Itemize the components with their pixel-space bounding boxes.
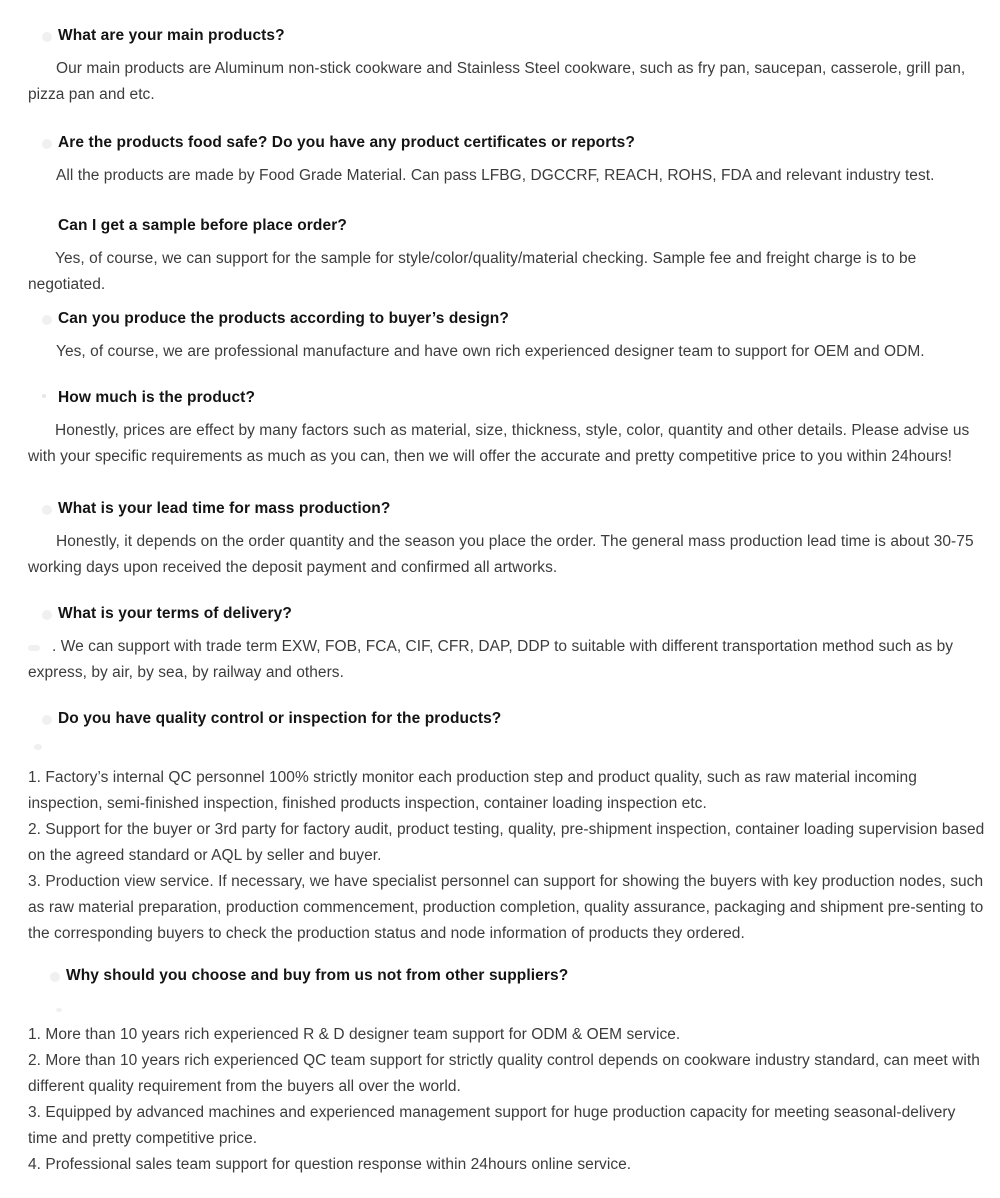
faq-answer-8-item-1: 1. Factory’s internal QC personnel 100% strictly monitor each production step and product quality, such as raw material incoming inspection, semi-finished inspection, finished products inspection, container loading inspection etc.: [28, 769, 917, 812]
faq-answer-2-text: All the products are made by Food Grade Material. Can pass LFBG, DGCCRF, REACH, ROHS, FDA and relevant industry test.: [56, 167, 935, 184]
faq-answer-4: [28, 339, 988, 365]
faq-answer-6: [28, 529, 988, 581]
faq-question-8: Do you have quality control or inspection for the products?: [58, 710, 502, 727]
faq-answer-3-text: Yes, of course, we can support for the sample for style/color/quality/material checking. Sample fee and freight charge is to be negotiated.: [28, 250, 917, 293]
faq-answer-9: [28, 1022, 988, 1178]
bullet-dot-icon: [34, 744, 42, 750]
bullet-dot-icon: [50, 972, 60, 982]
bullet-dot-icon: [42, 505, 52, 515]
faq-answer-9-item-2: 2. More than 10 years rich experienced QC team support for strictly quality control depends on cookware industry standard, can meet with different quality requirement from the buyers all over the world.: [28, 1052, 980, 1095]
bullet-dot-icon: [56, 1008, 62, 1012]
bullet-dot-icon: [42, 610, 52, 620]
faq-question-4: Can you produce the products according to buyer’s design?: [58, 310, 509, 327]
faq-answer-8: [28, 765, 988, 947]
bullet-dot-icon: [42, 315, 52, 325]
faq-answer-1: [28, 56, 988, 108]
bullet-dot-icon: [42, 394, 46, 398]
bullet-dot-icon: [42, 139, 52, 149]
faq-question-6: What is your lead time for mass production?: [58, 500, 391, 517]
faq-question-2: Are the products food safe? Do you have any product certificates or reports?: [58, 134, 635, 151]
faq-question-7: What is your terms of delivery?: [58, 605, 292, 622]
faq-answer-3: [28, 246, 988, 298]
faq-answer-5-text: Honestly, prices are effect by many factors such as material, size, thickness, style, color, quantity and other details. Please advise us with your specific requirements as much as you can, then we will offer the accurate and pretty competitive price to you within 24hours!: [28, 422, 970, 465]
faq-answer-9-item-3: 3. Equipped by advanced machines and experienced management support for huge production capacity for meeting seasonal-delivery time and pretty competitive price.: [28, 1104, 956, 1147]
faq-answer-9-item-4: 4. Professional sales team support for question response within 24hours online service.: [28, 1156, 632, 1173]
faq-answer-4-text: Yes, of course, we are professional manufacture and have own rich experienced designer team to support for OEM and ODM.: [56, 343, 925, 360]
faq-question-1: What are your main products?: [58, 27, 285, 44]
faq-answer-7-text: . We can support with trade term EXW, FOB, FCA, CIF, CFR, DAP, DDP to suitable with different transportation method such as by express, by air, by sea, by railway and others.: [28, 638, 954, 681]
faq-answer-7: [28, 634, 988, 686]
faq-answer-8-item-3: 3. Production view service. If necessary, we have specialist personnel can support for showing the buyers with key production nodes, such as raw material preparation, production commencement, production completion, quality assurance, packaging and shipment pre-senting to the corresponding buyers to check the production status and node information of products they ordered.: [28, 873, 984, 942]
faq-answer-9-item-1: 1. More than 10 years rich experienced R & D designer team support for ODM & OEM service.: [28, 1026, 681, 1043]
bullet-dot-icon: [42, 32, 52, 42]
faq-answer-2: [28, 163, 988, 189]
faq-answer-6-text: Honestly, it depends on the order quantity and the season you place the order. The general mass production lead time is about 30-75 working days upon received the deposit payment and confirmed all artworks.: [28, 533, 974, 576]
faq-answer-5: [28, 418, 988, 470]
faq-answer-1-text: Our main products are Aluminum non-stick cookware and Stainless Steel cookware, such as fry pan, saucepan, casserole, grill pan, pizza pan and etc.: [28, 60, 966, 103]
faq-question-5: How much is the product?: [58, 389, 256, 406]
faq-question-9: Why should you choose and buy from us not from other suppliers?: [66, 967, 569, 984]
faq-answer-8-item-2: 2. Support for the buyer or 3rd party for factory audit, product testing, quality, pre-shipment inspection, container loading supervision based on the agreed standard or AQL by seller and buyer.: [28, 821, 985, 864]
bullet-dot-icon: [28, 645, 40, 651]
faq-question-3: Can I get a sample before place order?: [58, 217, 347, 234]
bullet-dot-icon: [42, 715, 52, 725]
